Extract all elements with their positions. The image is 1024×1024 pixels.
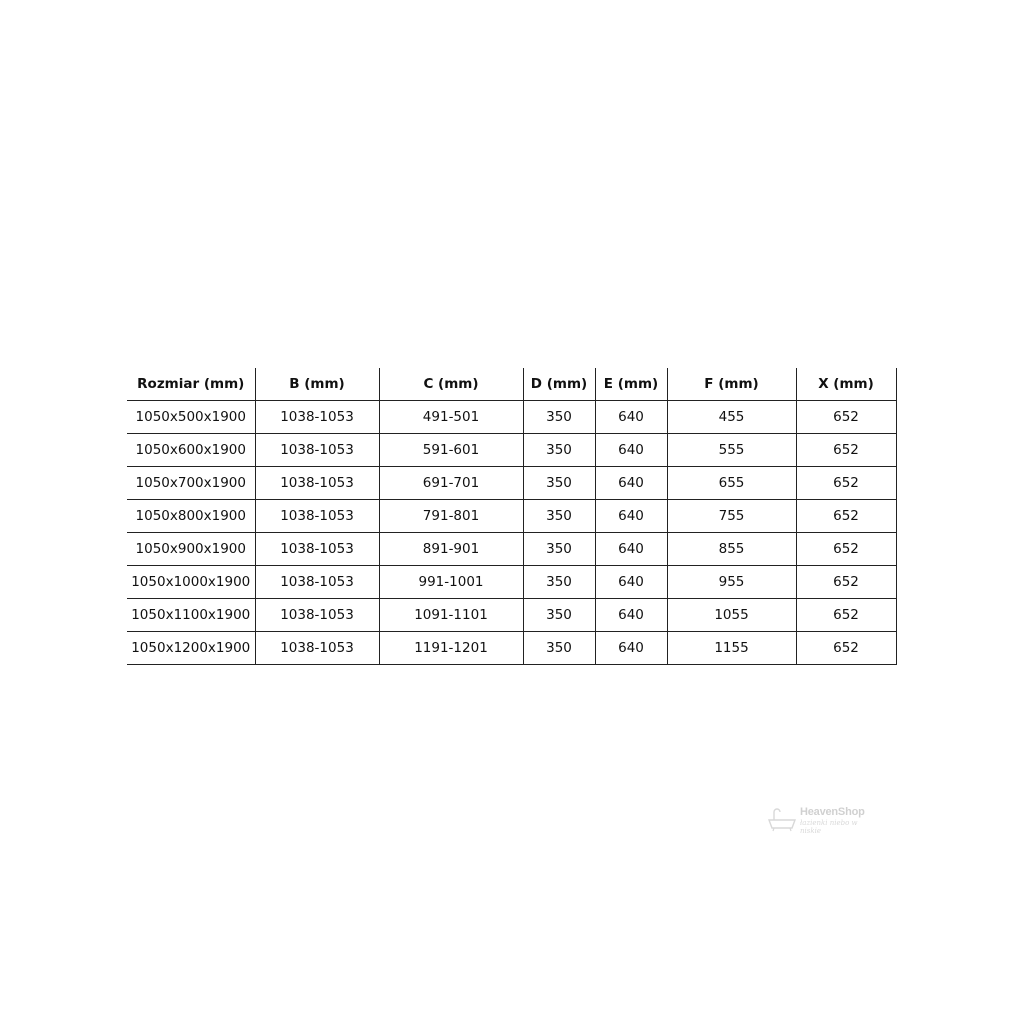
- table-row: [127, 533, 896, 566]
- dimensions-table: [127, 368, 897, 665]
- cell-b: 1038-1053: [255, 566, 379, 599]
- cell-x: 652: [796, 632, 896, 665]
- cell-c: 1191-1201: [379, 632, 523, 665]
- cell-size: 1050x500x1900: [127, 401, 255, 434]
- header-d: D (mm): [523, 368, 595, 401]
- watermark-logo: [766, 806, 876, 835]
- cell-c: 791-801: [379, 500, 523, 533]
- cell-f: 455: [667, 401, 796, 434]
- cell-b: 1038-1053: [255, 467, 379, 500]
- cell-size: 1050x700x1900: [127, 467, 255, 500]
- cell-d: 350: [523, 566, 595, 599]
- cell-d: 350: [523, 467, 595, 500]
- cell-size: 1050x1100x1900: [127, 599, 255, 632]
- cell-b: 1038-1053: [255, 533, 379, 566]
- cell-x: 652: [796, 566, 896, 599]
- cell-e: 640: [595, 533, 667, 566]
- cell-c: 691-701: [379, 467, 523, 500]
- cell-c: 991-1001: [379, 566, 523, 599]
- header-b: B (mm): [255, 368, 379, 401]
- cell-d: 350: [523, 434, 595, 467]
- cell-size: 1050x600x1900: [127, 434, 255, 467]
- cell-c: 591-601: [379, 434, 523, 467]
- watermark-tagline: łazienki niebo w niskie: [800, 819, 858, 835]
- cell-e: 640: [595, 500, 667, 533]
- cell-f: 755: [667, 500, 796, 533]
- table-row: [127, 599, 896, 632]
- cell-f: 1055: [667, 599, 796, 632]
- watermark-brand: HeavenShop: [800, 806, 865, 818]
- cell-x: 652: [796, 401, 896, 434]
- cell-b: 1038-1053: [255, 434, 379, 467]
- cell-f: 855: [667, 533, 796, 566]
- table-row: [127, 500, 896, 533]
- cell-c: 491-501: [379, 401, 523, 434]
- cell-x: 652: [796, 434, 896, 467]
- table-row: [127, 467, 896, 500]
- header-e: E (mm): [595, 368, 667, 401]
- cell-x: 652: [796, 467, 896, 500]
- table-row: [127, 401, 896, 434]
- header-c: C (mm): [379, 368, 523, 401]
- cell-x: 652: [796, 500, 896, 533]
- table-row: [127, 434, 896, 467]
- cell-d: 350: [523, 632, 595, 665]
- cell-b: 1038-1053: [255, 401, 379, 434]
- cell-e: 640: [595, 434, 667, 467]
- cell-e: 640: [595, 566, 667, 599]
- cell-b: 1038-1053: [255, 599, 379, 632]
- header-f: F (mm): [667, 368, 796, 401]
- header-x: X (mm): [796, 368, 896, 401]
- cell-size: 1050x1000x1900: [127, 566, 255, 599]
- cell-e: 640: [595, 401, 667, 434]
- cell-f: 1155: [667, 632, 796, 665]
- cell-c: 891-901: [379, 533, 523, 566]
- cell-c: 1091-1101: [379, 599, 523, 632]
- cell-e: 640: [595, 467, 667, 500]
- cell-size: 1050x900x1900: [127, 533, 255, 566]
- bathtub-icon: [766, 806, 798, 832]
- cell-x: 652: [796, 533, 896, 566]
- cell-x: 652: [796, 599, 896, 632]
- cell-d: 350: [523, 533, 595, 566]
- cell-e: 640: [595, 632, 667, 665]
- cell-b: 1038-1053: [255, 632, 379, 665]
- cell-size: 1050x1200x1900: [127, 632, 255, 665]
- cell-e: 640: [595, 599, 667, 632]
- cell-d: 350: [523, 401, 595, 434]
- cell-f: 655: [667, 467, 796, 500]
- header-size: Rozmiar (mm): [127, 368, 255, 401]
- header-row: [127, 368, 896, 401]
- cell-f: 555: [667, 434, 796, 467]
- cell-b: 1038-1053: [255, 500, 379, 533]
- cell-d: 350: [523, 599, 595, 632]
- table-row: [127, 632, 896, 665]
- cell-size: 1050x800x1900: [127, 500, 255, 533]
- cell-d: 350: [523, 500, 595, 533]
- cell-f: 955: [667, 566, 796, 599]
- table-row: [127, 566, 896, 599]
